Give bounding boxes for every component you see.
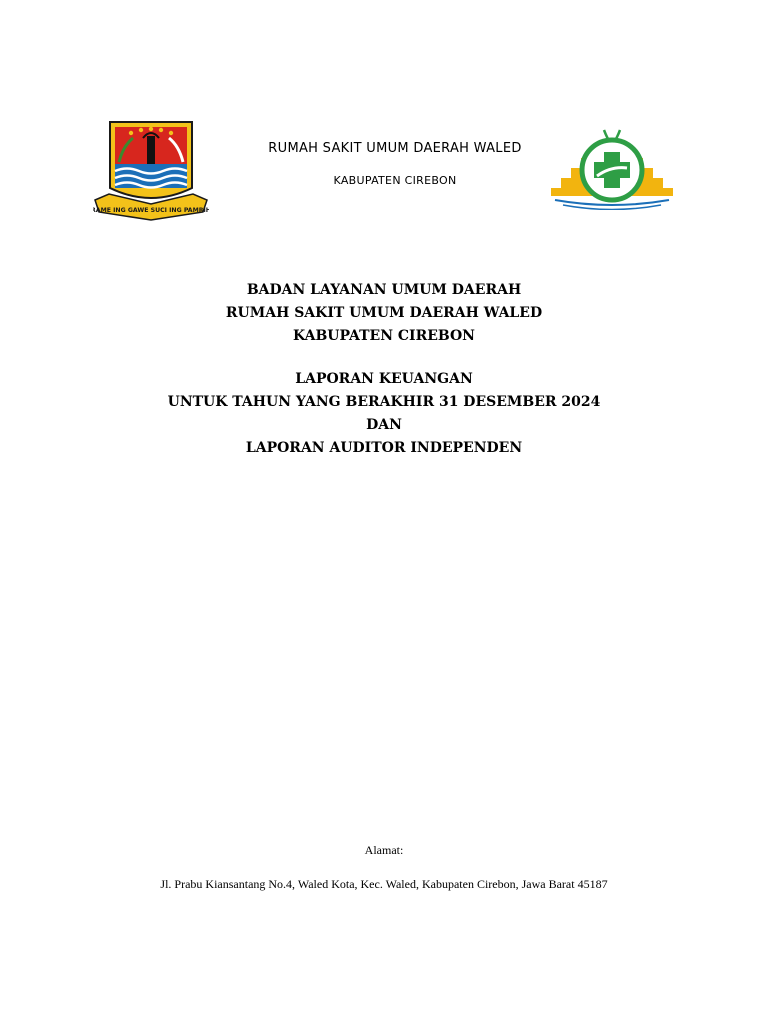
report-title-line: LAPORAN AUDITOR INDEPENDEN	[245, 440, 523, 456]
report-title-line: UNTUK TAHUN YANG BERAKHIR 31 DESEMBER 2024	[167, 394, 601, 410]
institution-line: KABUPATEN CIREBON	[293, 328, 475, 344]
address-label: Alamat:	[364, 843, 404, 857]
hospital-cross-emblem-icon	[549, 126, 675, 210]
report-title-block	[84, 368, 684, 460]
institution-line: RUMAH SAKIT UMUM DAERAH WALED	[225, 305, 543, 321]
kabupaten-cirebon-crest-icon	[93, 116, 209, 224]
institution-line: BADAN LAYANAN UMUM DAERAH	[246, 282, 522, 298]
address-text: Jl. Prabu Kiansantang No.4, Waled Kota, Kec. Waled, Kabupaten Cirebon, Jawa Barat 45187	[160, 877, 608, 891]
report-title-line: LAPORAN KEUANGAN	[295, 371, 473, 387]
report-title-line: DAN	[366, 417, 402, 433]
header-title: RUMAH SAKIT UMUM DAERAH WALED	[268, 141, 522, 156]
crest-motto: RAME ING GAWE SUCI ING PAMRIH	[93, 207, 209, 214]
header-subtitle: KABUPATEN CIREBON	[333, 174, 457, 187]
institution-title-block	[84, 279, 684, 348]
